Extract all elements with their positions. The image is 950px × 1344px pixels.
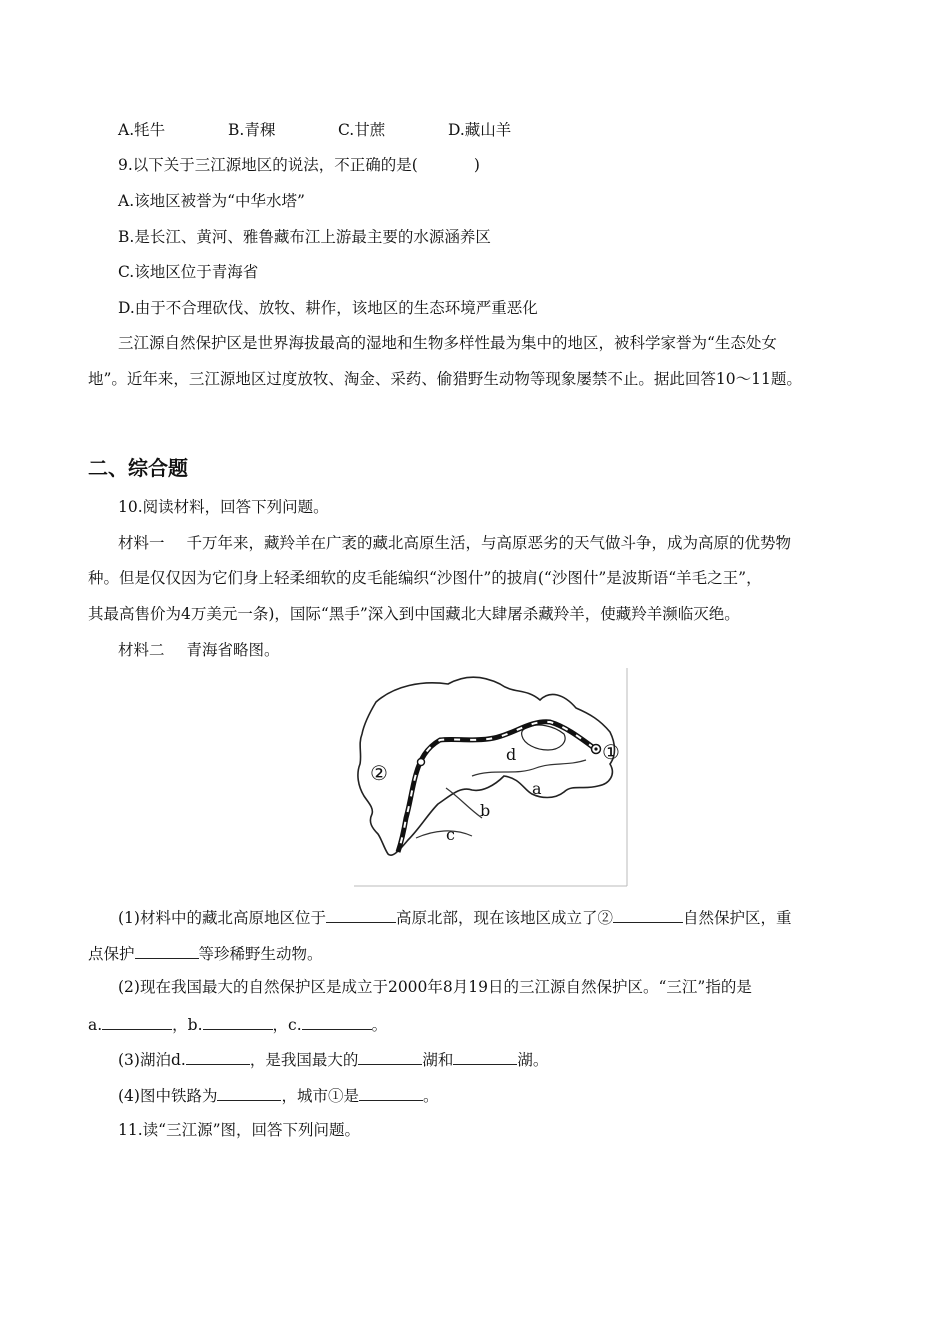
- q10-sub3: [118, 1048, 548, 1070]
- qinghai-sketch-map: [354, 668, 629, 888]
- q10-material1: [118, 533, 791, 553]
- sub4-text-c: 。: [422, 1087, 439, 1105]
- sub1-text-d: 点保护: [88, 945, 135, 963]
- q8-option-a: A.牦牛: [118, 121, 166, 139]
- material1-line-1: 千万年来，藏羚羊在广袤的藏北高原生活，与高原恶劣的天气做斗争，成为高原的优势物: [186, 534, 792, 552]
- sub1-text-a: (1)材料中的藏北高原地区位于: [118, 909, 326, 927]
- material1-line-2: 种。但是仅仅因为它们身上轻柔细软的皮毛能编织“沙图什”的披肩(“沙图什”是波斯语“羊毛之王”，: [88, 569, 762, 587]
- label-river-b: b: [480, 801, 491, 820]
- label-river-a: a: [532, 779, 542, 798]
- label-lake-d: d: [506, 745, 517, 764]
- q9-option-b: B.是长江、黄河、雅鲁藏布江上游最主要的水源涵养区: [118, 228, 491, 246]
- sub3-text-a: (3)湖泊d.: [118, 1051, 186, 1069]
- material1-line-3: 其最高售价为4万美元一条)，国际“黑手”深入到中国藏北大肆屠杀藏羚羊，使藏羚羊濒临灭绝。: [88, 605, 740, 623]
- sub4-text-b: ，城市①是: [281, 1087, 359, 1105]
- sub4-text-a: (4)图中铁路为: [118, 1087, 218, 1105]
- sub1-blank-3[interactable]: [135, 942, 199, 959]
- province-outline: [358, 677, 615, 855]
- passage-line-1: 三江源自然保护区是世界海拔最高的湿地和生物多样性最为集中的地区，被科学家誉为“生态处女: [118, 334, 777, 352]
- sub2-blank-a[interactable]: [102, 1013, 172, 1030]
- passage-line-2: 地”。近年来，三江源地区过度放牧、淘金、采药、偷猎野生动物等现象屡禁不止。据此回答10～11题。: [88, 370, 802, 388]
- sub3-text-d: 湖。: [517, 1051, 549, 1069]
- sub2-blank-b[interactable]: [203, 1013, 273, 1030]
- river-c: [416, 831, 472, 838]
- sub2-label-a: a.: [88, 1016, 103, 1034]
- q9-option-a: A.该地区被誉为“中华水塔”: [118, 192, 305, 210]
- label-reserve-two: ②: [370, 761, 388, 785]
- material2-label: 材料二: [118, 641, 165, 659]
- sub1-blank-1[interactable]: [326, 906, 396, 923]
- q8-option-b: B.青稞: [228, 121, 276, 139]
- q10-sub2-blanks: [88, 1013, 387, 1035]
- q9-option-c: C.该地区位于青海省: [118, 263, 259, 281]
- sub3-text-b: ，是我国最大的: [249, 1051, 359, 1069]
- q10-sub2: (2)现在我国最大的自然保护区是成立于2000年8月19日的三江源自然保护区。“三江”指的是: [118, 978, 752, 996]
- q10-sub1-cont: [88, 942, 323, 964]
- section-title: 二、综合题: [88, 456, 188, 480]
- river-a: [472, 760, 586, 776]
- station-marker: [418, 759, 425, 766]
- sub3-blank-1[interactable]: [186, 1048, 250, 1065]
- q10-sub4: [118, 1084, 439, 1106]
- city-marker-dot: [594, 747, 597, 750]
- q10-sub1: [118, 906, 792, 928]
- sub3-text-c: 湖和: [422, 1051, 454, 1069]
- sub3-blank-3[interactable]: [453, 1048, 517, 1065]
- q9-option-d: D.由于不合理砍伐、放牧、耕作，该地区的生态环境严重恶化: [118, 299, 538, 317]
- sub1-text-c: 自然保护区，重: [682, 909, 792, 927]
- q10-material2: [118, 640, 280, 660]
- q9-stem-text: 9.以下关于三江源地区的说法，不正确的是(: [118, 156, 418, 174]
- material2-text: 青海省略图。: [186, 641, 280, 659]
- sub1-blank-2[interactable]: [613, 906, 683, 923]
- sub1-text-b: 高原北部，现在该地区成立了②: [395, 909, 613, 927]
- q10-stem: 10.阅读材料，回答下列问题。: [118, 498, 329, 516]
- sub2-blank-c[interactable]: [302, 1013, 372, 1030]
- q8-option-c: C.甘蔗: [338, 121, 386, 139]
- q9-stem: [118, 155, 480, 175]
- river-b: [446, 788, 482, 818]
- sub2-label-b: ，b.: [172, 1016, 203, 1034]
- sub4-blank-1[interactable]: [217, 1084, 281, 1101]
- q8-option-d: D.藏山羊: [448, 121, 512, 139]
- sub4-blank-2[interactable]: [359, 1084, 423, 1101]
- sub3-blank-2[interactable]: [358, 1048, 422, 1065]
- sub2-end: 。: [371, 1016, 388, 1034]
- q11-stem: 11.读“三江源”图，回答下列问题。: [118, 1121, 360, 1139]
- label-river-c: c: [446, 825, 455, 844]
- sub1-text-e: 等珍稀野生动物。: [198, 945, 323, 963]
- material1-label: 材料一: [118, 534, 165, 552]
- sub2-label-c: ，c.: [272, 1016, 302, 1034]
- lake-d: [522, 725, 565, 750]
- label-city-one: ①: [602, 740, 620, 764]
- q9-stem-close: ): [473, 156, 480, 174]
